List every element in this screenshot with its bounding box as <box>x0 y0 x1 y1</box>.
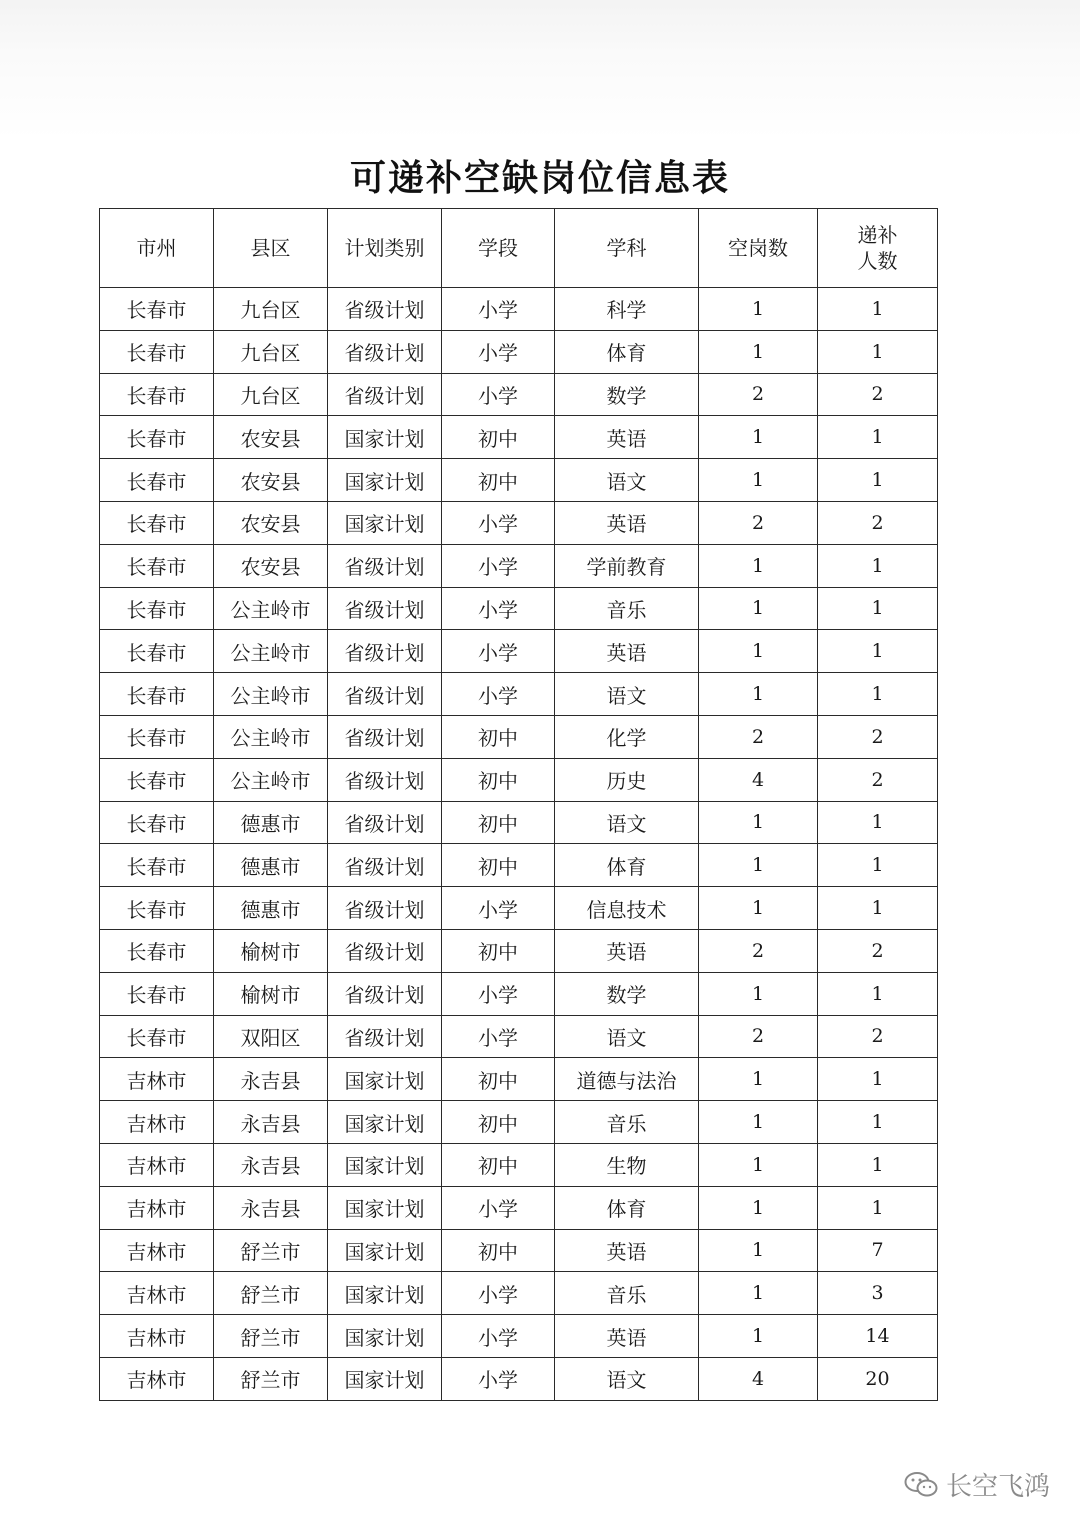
cell-vacancies: 1 <box>699 1058 818 1101</box>
table-row <box>100 288 938 331</box>
cell-school-level: 小学 <box>442 544 555 587</box>
cell-vacancies: 2 <box>699 501 818 544</box>
cell-city: 长春市 <box>100 887 214 930</box>
cell-school-level: 初中 <box>442 844 555 887</box>
cell-city: 长春市 <box>100 972 214 1015</box>
cell-district: 榆树市 <box>214 972 328 1015</box>
cell-fill-count: 2 <box>818 758 938 801</box>
cell-city: 吉林市 <box>100 1058 214 1101</box>
cell-city: 长春市 <box>100 801 214 844</box>
cell-subject: 音乐 <box>555 1101 699 1144</box>
cell-vacancies: 1 <box>699 330 818 373</box>
table-row <box>100 673 938 716</box>
cell-city: 长春市 <box>100 330 214 373</box>
wechat-icon <box>904 1471 938 1499</box>
cell-subject: 道德与法治 <box>555 1058 699 1101</box>
cell-plan-type: 国家计划 <box>328 1272 442 1315</box>
watermark <box>904 1466 1050 1503</box>
cell-fill-count: 1 <box>818 1143 938 1186</box>
cell-plan-type: 省级计划 <box>328 373 442 416</box>
cell-city: 长春市 <box>100 715 214 758</box>
cell-fill-count: 1 <box>818 801 938 844</box>
cell-school-level: 小学 <box>442 1315 555 1358</box>
watermark-text: 长空飞鸿 <box>945 1472 1050 1502</box>
cell-city: 长春市 <box>100 416 214 459</box>
cell-district: 永吉县 <box>214 1058 328 1101</box>
table-row <box>100 1315 938 1358</box>
cell-city: 长春市 <box>100 459 214 502</box>
cell-school-level: 小学 <box>442 1015 555 1058</box>
table-row <box>100 1229 938 1272</box>
cell-subject: 语文 <box>555 673 699 716</box>
table-row <box>100 1015 938 1058</box>
cell-vacancies: 1 <box>699 801 818 844</box>
cell-school-level: 初中 <box>442 1058 555 1101</box>
cell-subject: 语文 <box>555 1357 699 1400</box>
cell-plan-type: 省级计划 <box>328 758 442 801</box>
cell-fill-count: 1 <box>818 1058 938 1101</box>
cell-fill-count: 1 <box>818 673 938 716</box>
cell-city: 长春市 <box>100 373 214 416</box>
cell-city: 吉林市 <box>100 1272 214 1315</box>
cell-city: 吉林市 <box>100 1357 214 1400</box>
cell-vacancies: 1 <box>699 587 818 630</box>
cell-fill-count: 1 <box>818 844 938 887</box>
cell-plan-type: 国家计划 <box>328 1101 442 1144</box>
cell-fill-count: 20 <box>818 1357 938 1400</box>
cell-subject: 信息技术 <box>555 887 699 930</box>
cell-fill-count: 1 <box>818 887 938 930</box>
table-row <box>100 501 938 544</box>
cell-district: 德惠市 <box>214 887 328 930</box>
cell-subject: 语文 <box>555 801 699 844</box>
cell-school-level: 小学 <box>442 1272 555 1315</box>
cell-district: 九台区 <box>214 330 328 373</box>
cell-city: 长春市 <box>100 288 214 331</box>
cell-subject: 英语 <box>555 929 699 972</box>
table-row <box>100 801 938 844</box>
cell-plan-type: 省级计划 <box>328 630 442 673</box>
table-header-row <box>100 209 938 288</box>
cell-plan-type: 省级计划 <box>328 1015 442 1058</box>
cell-district: 公主岭市 <box>214 758 328 801</box>
table-row <box>100 1058 938 1101</box>
cell-vacancies: 1 <box>699 887 818 930</box>
cell-fill-count: 7 <box>818 1229 938 1272</box>
cell-subject: 语文 <box>555 1015 699 1058</box>
cell-subject: 体育 <box>555 1186 699 1229</box>
cell-city: 吉林市 <box>100 1143 214 1186</box>
cell-district: 舒兰市 <box>214 1315 328 1358</box>
cell-vacancies: 1 <box>699 416 818 459</box>
cell-fill-count: 14 <box>818 1315 938 1358</box>
cell-plan-type: 国家计划 <box>328 1058 442 1101</box>
cell-plan-type: 国家计划 <box>328 1357 442 1400</box>
cell-district: 舒兰市 <box>214 1272 328 1315</box>
table-body <box>100 288 938 1401</box>
table-row <box>100 630 938 673</box>
cell-fill-count: 1 <box>818 544 938 587</box>
cell-city: 长春市 <box>100 929 214 972</box>
cell-plan-type: 省级计划 <box>328 887 442 930</box>
table-row <box>100 330 938 373</box>
cell-city: 长春市 <box>100 758 214 801</box>
table-row <box>100 929 938 972</box>
cell-fill-count: 2 <box>818 1015 938 1058</box>
cell-city: 吉林市 <box>100 1186 214 1229</box>
cell-subject: 生物 <box>555 1143 699 1186</box>
cell-school-level: 小学 <box>442 887 555 930</box>
cell-school-level: 初中 <box>442 929 555 972</box>
table-row <box>100 1186 938 1229</box>
table-row <box>100 715 938 758</box>
cell-district: 公主岭市 <box>214 630 328 673</box>
cell-plan-type: 省级计划 <box>328 844 442 887</box>
header-school-level: 学段 <box>442 209 555 288</box>
cell-district: 榆树市 <box>214 929 328 972</box>
cell-plan-type: 省级计划 <box>328 715 442 758</box>
cell-vacancies: 1 <box>699 972 818 1015</box>
cell-vacancies: 1 <box>699 630 818 673</box>
cell-fill-count: 1 <box>818 630 938 673</box>
table-row <box>100 1143 938 1186</box>
cell-school-level: 小学 <box>442 972 555 1015</box>
cell-district: 永吉县 <box>214 1101 328 1144</box>
cell-fill-count: 3 <box>818 1272 938 1315</box>
cell-plan-type: 省级计划 <box>328 972 442 1015</box>
table-row <box>100 1357 938 1400</box>
cell-district: 舒兰市 <box>214 1229 328 1272</box>
cell-subject: 学前教育 <box>555 544 699 587</box>
cell-subject: 科学 <box>555 288 699 331</box>
cell-school-level: 初中 <box>442 1101 555 1144</box>
cell-subject: 英语 <box>555 1315 699 1358</box>
cell-vacancies: 1 <box>699 459 818 502</box>
cell-district: 双阳区 <box>214 1015 328 1058</box>
cell-school-level: 小学 <box>442 1186 555 1229</box>
cell-city: 长春市 <box>100 844 214 887</box>
cell-school-level: 初中 <box>442 801 555 844</box>
table-row <box>100 587 938 630</box>
cell-vacancies: 2 <box>699 1015 818 1058</box>
cell-fill-count: 1 <box>818 1101 938 1144</box>
cell-fill-count: 2 <box>818 715 938 758</box>
cell-vacancies: 1 <box>699 1229 818 1272</box>
table-row <box>100 544 938 587</box>
cell-district: 九台区 <box>214 373 328 416</box>
table-row <box>100 1101 938 1144</box>
cell-plan-type: 省级计划 <box>328 288 442 331</box>
cell-plan-type: 国家计划 <box>328 1186 442 1229</box>
table-row <box>100 844 938 887</box>
table-row <box>100 1272 938 1315</box>
cell-plan-type: 国家计划 <box>328 501 442 544</box>
cell-subject: 体育 <box>555 844 699 887</box>
cell-vacancies: 1 <box>699 1272 818 1315</box>
header-subject: 学科 <box>555 209 699 288</box>
header-plan-type: 计划类别 <box>328 209 442 288</box>
cell-plan-type: 省级计划 <box>328 330 442 373</box>
header-city: 市州 <box>100 209 214 288</box>
cell-school-level: 小学 <box>442 587 555 630</box>
cell-city: 长春市 <box>100 1015 214 1058</box>
cell-vacancies: 2 <box>699 929 818 972</box>
cell-fill-count: 2 <box>818 929 938 972</box>
cell-school-level: 小学 <box>442 1357 555 1400</box>
cell-vacancies: 1 <box>699 1315 818 1358</box>
cell-plan-type: 国家计划 <box>328 1315 442 1358</box>
cell-city: 吉林市 <box>100 1229 214 1272</box>
page-title: 可递补空缺岗位信息表 <box>349 158 730 199</box>
table-row <box>100 758 938 801</box>
cell-fill-count: 1 <box>818 587 938 630</box>
table-row <box>100 373 938 416</box>
cell-city: 吉林市 <box>100 1101 214 1144</box>
cell-subject: 音乐 <box>555 1272 699 1315</box>
cell-school-level: 初中 <box>442 1229 555 1272</box>
cell-school-level: 小学 <box>442 330 555 373</box>
cell-vacancies: 1 <box>699 1186 818 1229</box>
cell-district: 公主岭市 <box>214 715 328 758</box>
cell-vacancies: 1 <box>699 673 818 716</box>
cell-school-level: 小学 <box>442 673 555 716</box>
cell-fill-count: 1 <box>818 459 938 502</box>
cell-vacancies: 1 <box>699 288 818 331</box>
cell-plan-type: 国家计划 <box>328 1143 442 1186</box>
cell-subject: 英语 <box>555 1229 699 1272</box>
cell-school-level: 小学 <box>442 288 555 331</box>
cell-subject: 数学 <box>555 972 699 1015</box>
cell-subject: 化学 <box>555 715 699 758</box>
cell-district: 公主岭市 <box>214 587 328 630</box>
cell-subject: 英语 <box>555 501 699 544</box>
cell-subject: 体育 <box>555 330 699 373</box>
cell-subject: 音乐 <box>555 587 699 630</box>
cell-vacancies: 1 <box>699 844 818 887</box>
cell-vacancies: 1 <box>699 544 818 587</box>
cell-district: 九台区 <box>214 288 328 331</box>
cell-plan-type: 国家计划 <box>328 459 442 502</box>
cell-district: 德惠市 <box>214 844 328 887</box>
cell-school-level: 小学 <box>442 373 555 416</box>
cell-school-level: 初中 <box>442 416 555 459</box>
cell-vacancies: 4 <box>699 758 818 801</box>
cell-district: 永吉县 <box>214 1143 328 1186</box>
cell-school-level: 初中 <box>442 459 555 502</box>
cell-vacancies: 1 <box>699 1143 818 1186</box>
header-vacancies: 空岗数 <box>699 209 818 288</box>
cell-subject: 英语 <box>555 416 699 459</box>
cell-fill-count: 1 <box>818 972 938 1015</box>
cell-vacancies: 2 <box>699 373 818 416</box>
header-fill-count: 递补 人数 <box>818 209 938 288</box>
cell-school-level: 小学 <box>442 501 555 544</box>
table-row <box>100 459 938 502</box>
cell-city: 吉林市 <box>100 1315 214 1358</box>
scan-shading <box>0 0 1080 140</box>
cell-plan-type: 国家计划 <box>328 416 442 459</box>
cell-district: 公主岭市 <box>214 673 328 716</box>
cell-district: 德惠市 <box>214 801 328 844</box>
cell-fill-count: 1 <box>818 288 938 331</box>
cell-plan-type: 省级计划 <box>328 544 442 587</box>
cell-plan-type: 省级计划 <box>328 673 442 716</box>
cell-vacancies: 2 <box>699 715 818 758</box>
header-district: 县区 <box>214 209 328 288</box>
cell-district: 农安县 <box>214 416 328 459</box>
cell-vacancies: 4 <box>699 1357 818 1400</box>
cell-district: 农安县 <box>214 459 328 502</box>
cell-fill-count: 2 <box>818 501 938 544</box>
cell-district: 永吉县 <box>214 1186 328 1229</box>
cell-subject: 英语 <box>555 630 699 673</box>
cell-district: 舒兰市 <box>214 1357 328 1400</box>
cell-fill-count: 2 <box>818 373 938 416</box>
cell-city: 长春市 <box>100 501 214 544</box>
cell-subject: 语文 <box>555 459 699 502</box>
cell-subject: 历史 <box>555 758 699 801</box>
cell-subject: 数学 <box>555 373 699 416</box>
table-row <box>100 887 938 930</box>
cell-plan-type: 省级计划 <box>328 587 442 630</box>
table-row <box>100 416 938 459</box>
cell-school-level: 初中 <box>442 758 555 801</box>
table-row <box>100 972 938 1015</box>
cell-school-level: 小学 <box>442 630 555 673</box>
cell-vacancies: 1 <box>699 1101 818 1144</box>
cell-fill-count: 1 <box>818 330 938 373</box>
cell-fill-count: 1 <box>818 1186 938 1229</box>
cell-city: 长春市 <box>100 673 214 716</box>
cell-plan-type: 省级计划 <box>328 801 442 844</box>
cell-plan-type: 省级计划 <box>328 929 442 972</box>
cell-city: 长春市 <box>100 630 214 673</box>
vacancy-table <box>99 208 938 1401</box>
cell-district: 农安县 <box>214 544 328 587</box>
cell-school-level: 初中 <box>442 715 555 758</box>
cell-school-level: 初中 <box>442 1143 555 1186</box>
cell-fill-count: 1 <box>818 416 938 459</box>
cell-plan-type: 国家计划 <box>328 1229 442 1272</box>
cell-city: 长春市 <box>100 587 214 630</box>
cell-city: 长春市 <box>100 544 214 587</box>
cell-district: 农安县 <box>214 501 328 544</box>
